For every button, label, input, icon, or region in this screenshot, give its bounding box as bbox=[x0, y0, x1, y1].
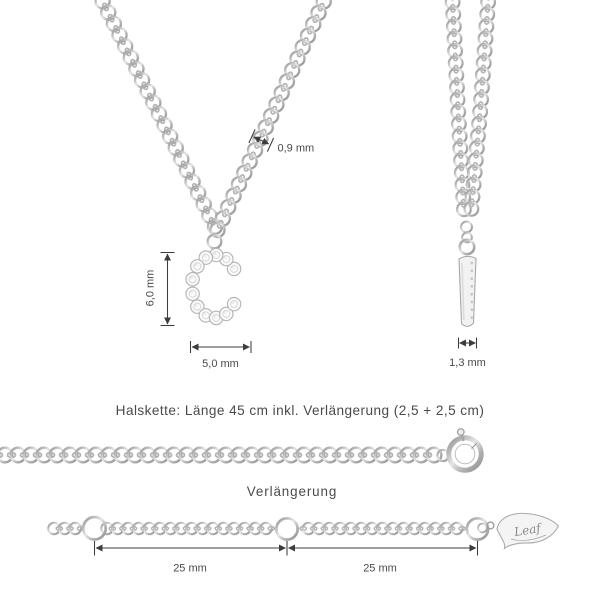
clasp-lever-knob bbox=[458, 429, 465, 436]
clasp-gate-seam bbox=[472, 444, 477, 449]
extension-ring bbox=[276, 518, 297, 539]
spring-ring-clasp bbox=[437, 429, 481, 470]
extension-chain bbox=[48, 523, 465, 534]
chain-45cm bbox=[0, 448, 441, 463]
leaf-brand-tag bbox=[478, 513, 558, 548]
side-link-1 bbox=[461, 222, 472, 233]
pendant-letter-c bbox=[186, 235, 241, 325]
brand-tag-text: Leaf bbox=[513, 521, 542, 540]
label-pendant-depth: 1,3 mm bbox=[449, 357, 486, 369]
pendant-side-profile bbox=[459, 222, 476, 327]
clasp-body bbox=[449, 438, 481, 470]
label-extension-heading: Verlängerung bbox=[246, 484, 338, 499]
necklace-front-chain bbox=[90, 0, 336, 237]
label-length-info: Halskette: Länge 45 cm inkl. Verlängerung (2,5 + 2,5 cm) bbox=[115, 403, 485, 418]
necklace-side-chain bbox=[445, 0, 496, 216]
label-pendant-height: 6,0 mm bbox=[144, 269, 157, 307]
clasp-inner-edge bbox=[455, 444, 475, 464]
pave-stones bbox=[186, 248, 241, 324]
label-pendant-width: 5,0 mm bbox=[202, 358, 239, 370]
label-extension-segment-1: 25 mm bbox=[173, 562, 207, 575]
label-extension-segment-2: 25 mm bbox=[363, 562, 397, 575]
label-chain-thickness: 0,9 mm bbox=[277, 142, 315, 155]
tag-connector-ring bbox=[478, 524, 487, 533]
